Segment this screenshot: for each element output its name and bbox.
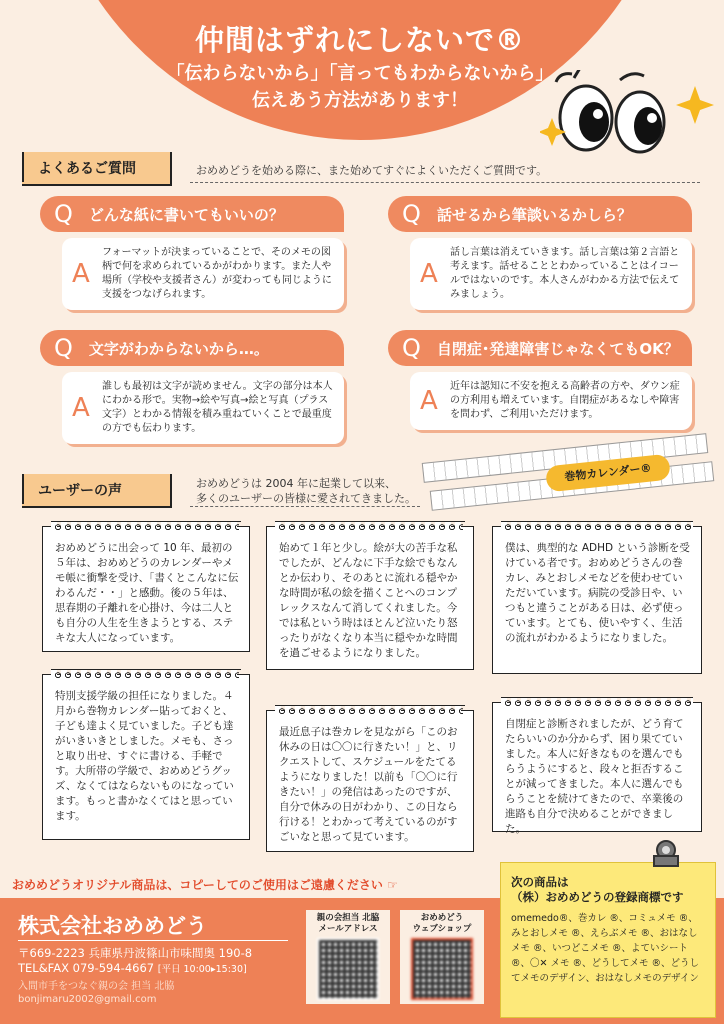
faq-item-2 (388, 196, 692, 310)
faq-item-4 (388, 330, 692, 430)
contact-email: bonjimaru2002@gmail.com (18, 994, 157, 1005)
qr1-label-2: メールアドレス (318, 924, 378, 934)
faq-answer: 話し言葉は消えていきます。話し言葉は第２言語と考えます。話せることとわかっていることはイコールではないのです。本人さんがわかる方法で伝えてみましょう。 (450, 247, 680, 300)
q-mark: Q (402, 200, 421, 228)
voice-card-4 (42, 674, 250, 840)
qr-block-webshop (400, 910, 484, 1004)
trademark-title-1: 次の商品は (511, 875, 569, 889)
faq-answer-box (410, 372, 692, 430)
faq-question-bar (40, 196, 344, 232)
qr-block-email (306, 910, 390, 1004)
faq-item-3 (40, 330, 344, 444)
hours: [平日 10:00▸15:30] (157, 964, 247, 975)
q-mark: Q (54, 200, 73, 228)
voice-text: おめめどうに出会って 10 年、最初の５年は、おめめどうのカレンダーやメモ帳に衝撃を受け、「書くとこんなに伝わるんだ・・」と感動。後の５年は、思春期の子離れを心掛け、今は二人とも自分の人生を生きようとする、ステキな大人になっています。 (55, 542, 239, 644)
faq-dashed-line (190, 182, 700, 183)
faq-description: おめめどうを始める際に、また始めてすぐによくいただくご質問です。 (196, 164, 548, 177)
voice-card-6 (492, 702, 702, 835)
qr1-label-1: 親の会担当 北脇 (316, 913, 380, 923)
company-name: 株式会社おめめどう (18, 914, 207, 938)
a-mark: A (72, 393, 90, 423)
faq-question: 自閉症･発達障害じゃなくてもOK？ (436, 339, 679, 358)
voices-divider (22, 474, 24, 504)
faq-answer: 誰しも最初は文字が読めません。文字の部分は本人にわかる形で。実物→絵や写真→絵と写真（プラス文字）とわかる情報を積み重ねていくことで最重度の方でも伝わります。 (102, 381, 333, 434)
qr-code-webshop[interactable] (411, 938, 473, 1000)
trademark-list: omemedo®、巻カレ ®、コミュメモ ®、みとおしメモ ®、えらぶメモ ®、おはなしメモ ®、いつどこメモ ®、よていシート ®、〇✕ メモ ®、どうしてメモ ®、どうしてメモのデザイン、おはなしメモのデザイン (511, 913, 700, 984)
eyes-illustration (540, 70, 720, 160)
voice-text: 特別支援学級の担任になりました。４月から巻物カレンダー貼っておくと、子ども達よく見ていました。子ども達がいきいきとしました。メモも、さっと取り出せ、すぐに書ける、手軽です。大所帯の学級で、おめめどうグッズ、なくてはならないものになっています。もっと書かなくてはと思っています。 (55, 690, 234, 822)
voices-desc-line-1: おめめどうは 2004 年に起業して以来、 (196, 477, 396, 490)
faq-label: よくあるご質問 (22, 152, 172, 186)
footer-divider (18, 940, 288, 941)
a-mark: A (420, 259, 438, 289)
voices-description (196, 476, 416, 506)
q-mark: Q (402, 334, 421, 362)
page-subtitle (120, 60, 600, 114)
faq-question: 文字がわからないから…。 (88, 339, 269, 358)
faq-answer-box (62, 238, 344, 310)
qr-code-email[interactable] (317, 938, 379, 1000)
faq-divider (22, 152, 24, 182)
voice-text: 始めて１年と少し。絵が大の苦手な私でしたが、どんなに下手な絵でもなんとか伝わり、そのあとに流れる穏やかな時間が私の絵を描くことへのコンプレックスなんて消してくれました。今では私という時はほとんど泣いたり怒ったりがなくなり本当に穏やかな時間を過ごせるようになりました。 (279, 542, 458, 659)
voice-card-5 (266, 710, 474, 852)
voices-label: ユーザーの声 (22, 474, 172, 508)
voices-desc-line-2: 多くのユーザーの皆様に愛されてきました。 (196, 492, 416, 505)
calendar-badge: 巻物カレンダー® (545, 454, 671, 493)
company-address: 〒669-2223 兵庫県丹波篠山市味間奥 190-8 (18, 946, 253, 960)
voice-text: 最近息子は巻カレを見ながら「このお休みの日は〇〇に行きたい！」と、リクエストして、スケジュールをたてるようになりました！以前も「〇〇に行きたい！」の発信はあったのですが、自分で休みの日がわかり、この日なら行ける！とわかって考えているのがすごいなと思って見ています。 (279, 726, 458, 843)
company-tel (18, 961, 247, 977)
subtitle-line-2: 伝えあう方法があります！ (252, 90, 468, 111)
faq-question-bar (40, 330, 344, 366)
voice-text: 自閉症と診断されましたが、どう育てたらいいのか分からず、困り果てていました。本人に好きなものを選んでもらうようにすると、段々と拒否することが減ってきました。本人に選んでもらうことを続けてきたので、卒業後の進路も自分で決めることができました。 (505, 718, 684, 835)
a-mark: A (420, 386, 438, 416)
trademark-title-2: （株）おめめどうの登録商標です (511, 890, 684, 904)
voices-dashed-line (190, 506, 420, 507)
faq-question: 話せるから筆談いるかしら？ (436, 205, 632, 224)
subtitle-line-1: 「伝わらないから」「言ってもわからないから」 (166, 63, 554, 84)
tel: TEL&FAX 079-594-4667 (18, 961, 155, 975)
faq-answer-box (410, 238, 692, 310)
faq-answer: 近年は認知に不安を抱える高齢者の方や、ダウン症の方利用も増えています。自閉症があるなしや障害を問わず、ご利用いただけます。 (450, 381, 680, 420)
trademark-box (500, 862, 716, 1018)
voice-card-1 (42, 526, 250, 652)
voice-text: 僕は、典型的な ADHD という診断を受けている者です。おめめどうさんの巻カレ、みとおしメモなどを使わせていただいています。病院の受診日や、いつもと違うことがある日は、必ず使っています。とても、使いやすく、生活の流れがわかるようになりました。 (505, 542, 690, 644)
a-mark: A (72, 259, 90, 289)
contact-info (18, 980, 174, 1006)
copy-notice: おめめどうオリジナル商品は、コピーしてのご使用はご遠慮ください ☞ (12, 878, 398, 892)
qr2-label-1: おめめどう (420, 913, 464, 923)
contact-line-1: 入間市手をつなぐ親の会 担当 北脇 (18, 981, 175, 992)
voice-card-3 (492, 526, 702, 674)
faq-answer: フォーマットが決まっていることで、そのメモの図柄で何を求められているかがわかります。また人や場所（学校や支援者さん）が変わっても同じように支援をつなげられます。 (102, 247, 332, 300)
faq-answer-box (62, 372, 344, 444)
page-title: 仲間はずれにしないで® (194, 23, 525, 57)
q-mark: Q (54, 334, 73, 362)
faq-question: どんな紙に書いてもいいの？ (88, 205, 284, 224)
voice-card-2 (266, 526, 474, 670)
faq-item-1 (40, 196, 344, 310)
trademark-title (511, 875, 705, 905)
qr2-label-2: ウェブショップ (412, 924, 472, 934)
faq-question-bar (388, 196, 692, 232)
faq-question-bar (388, 330, 692, 366)
clip-icon (646, 836, 686, 876)
